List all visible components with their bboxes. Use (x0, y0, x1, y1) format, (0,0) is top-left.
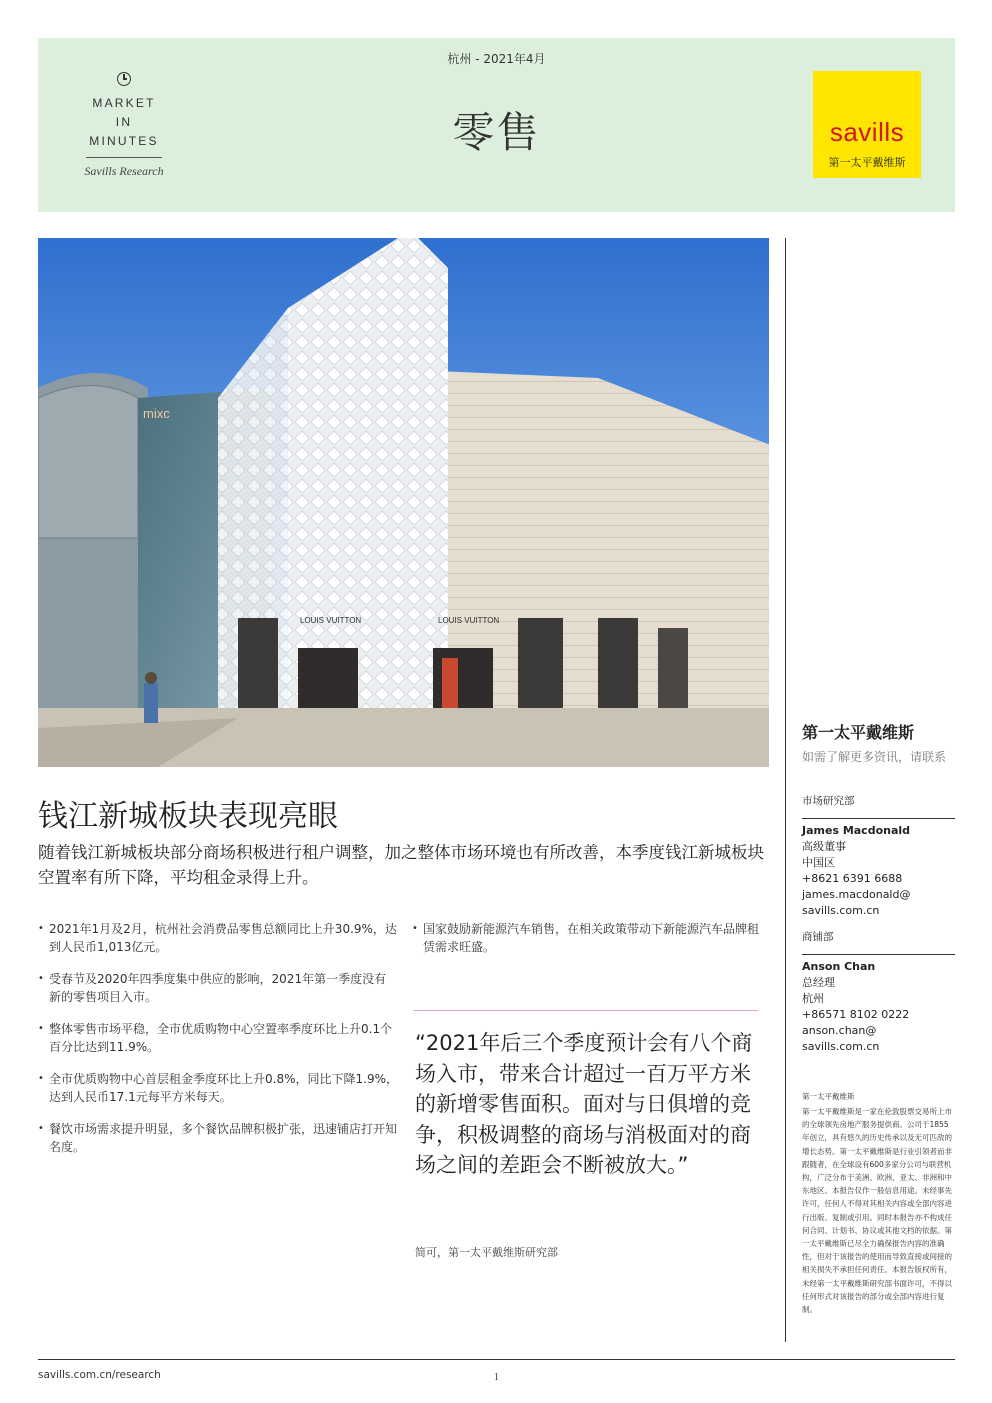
clock-icon (117, 72, 131, 86)
list-item (38, 1120, 398, 1156)
bullet-text: 全市优质购物中心首层租金季度环比上升0.8%，同比下降1.9%，达到人民币17.1元每平方米每天。 (49, 1072, 398, 1104)
brand-line-2: IN (115, 115, 133, 129)
contact-department: 商铺部 (802, 931, 834, 943)
bullet-icon: • (38, 973, 44, 984)
bullet-list-right (412, 920, 764, 970)
storefront-sign-2: LOUIS VUITTON (438, 616, 500, 625)
brand-line-3: MINUTES (89, 134, 159, 148)
brand-research: Savills Research (84, 164, 164, 178)
contact-phone: +86571 8102 0222 (802, 1008, 910, 1021)
contact-region: 杭州 (802, 992, 824, 1005)
quote-divider (413, 1010, 758, 1011)
bullet-text: 整体零售市场平稳，全市优质购物中心空置率季度环比上升0.1个百分比达到11.9%。 (49, 1022, 393, 1054)
bullet-icon: • (38, 923, 44, 934)
savills-logo (813, 71, 921, 178)
list-item (38, 1070, 398, 1106)
pull-quote: “2021年后三个季度预计会有八个商场入市，带来合计超过一百万平方米的新增零售面积。面对与日俱增的竞争，积极调整的商场与消极面对的商场之间的差距会不断被放大。” (415, 1031, 753, 1177)
storefront-sign-1: LOUIS VUITTON (300, 616, 362, 625)
article-headline: 钱江新城板块表现亮眼 (38, 799, 338, 834)
contact-divider (802, 954, 955, 955)
article-lede: 随着钱江新城板块部分商场积极进行租户调整，加之整体市场环境也有所改善，本季度钱江新城板块空置率有所下降，平均租金录得上升。 (38, 843, 764, 887)
bullet-list-left (38, 920, 398, 1170)
list-item (38, 970, 398, 1006)
bullet-icon: • (412, 923, 418, 934)
header-band (38, 38, 955, 212)
mall-sign: mixc (143, 406, 170, 421)
footer-url-link[interactable]: savills.com.cn/research (38, 1369, 161, 1381)
sidebar-company: 第一太平戴维斯 (802, 723, 915, 742)
contact-name: Anson Chan (802, 960, 876, 973)
sidebar (802, 720, 955, 1316)
bullet-text: 2021年1月及2月，杭州社会消费品零售总额同比上升30.9%，达到人民币1,013亿元。 (49, 922, 397, 954)
contact-phone: +8621 6391 6688 (802, 872, 903, 885)
list-item (38, 1020, 398, 1056)
disclaimer-text: 第一太平戴维斯是一家在伦敦股票交易所上市的全球领先房地产服务提供商。公司于1855年创立，具有悠久的历史传承以及无可匹敌的增长态势。第一太平戴维斯是行业引领者而非跟随者，在全球设有600多家分公司与联营机构，广泛分布于美洲、欧洲、亚太、非洲和中东地区。本报告仅作一般信息用途。未经事先许可，任何人不得对其相关内容或全部内容进行出版、复制或引用。同时本报告亦不构成任何合同、计划书、协议或其他文档的依据。第一太平戴维斯已尽全力确保报告内容的准确性，但对于该报告的使用而导致直接或间接的相关损失不承担任何责任。本报告版权所有，未经第一太平戴维斯研究部书面许可，不得以任何形式对该报告的部分或全部内容进行复制。 (802, 1107, 952, 1315)
bullet-text: 国家鼓励新能源汽车销售，在相关政策带动下新能源汽车品牌租赁需求旺盛。 (423, 922, 760, 954)
page-number: 1 (494, 1372, 499, 1383)
list-item (412, 920, 764, 956)
cover-photo (38, 238, 769, 767)
bullet-icon: • (38, 1123, 44, 1134)
sidebar-divider (785, 238, 786, 1342)
contact-divider (802, 818, 955, 819)
contact-title: 总经理 (802, 976, 835, 989)
disclaimer-title: 第一太平戴维斯 (802, 1092, 855, 1101)
savills-logo-cn: 第一太平戴维斯 (828, 156, 906, 169)
contact-email-line-1[interactable]: james.macdonald@ (802, 888, 911, 901)
page-title: 零售 (452, 108, 541, 157)
contact-department: 市场研究部 (802, 795, 855, 807)
list-item (38, 920, 398, 956)
contact-card (802, 823, 955, 919)
bullet-text: 受春节及2020年四季度集中供应的影响，2021年第一季度没有新的零售项目入市。 (49, 972, 387, 1004)
contact-title: 高级董事 (802, 840, 846, 853)
bullet-text: 餐饮市场需求提升明显，多个餐饮品牌积极扩张，迅速铺店打开知名度。 (49, 1122, 398, 1154)
brand-line-1: MARKET (92, 96, 156, 110)
contact-email-line-1[interactable]: anson.chan@ (802, 1024, 877, 1037)
quote-attribution: 简可，第一太平戴维斯研究部 (415, 1246, 558, 1259)
savills-logo-word: savills (829, 117, 905, 147)
bullet-icon: • (38, 1023, 44, 1034)
footer-divider (38, 1359, 955, 1360)
contact-email-line-2[interactable]: savills.com.cn (802, 1040, 880, 1053)
contact-card (802, 959, 955, 1055)
dateline: 杭州 - 2021年4月 (447, 52, 546, 66)
bullet-icon: • (38, 1073, 44, 1084)
sidebar-contact-prompt: 如需了解更多资讯，请联系 (802, 750, 947, 764)
contact-email-line-2[interactable]: savills.com.cn (802, 904, 880, 917)
contact-name: James Macdonald (802, 824, 911, 837)
contact-region: 中国区 (802, 856, 835, 869)
building-illustration (38, 238, 769, 767)
